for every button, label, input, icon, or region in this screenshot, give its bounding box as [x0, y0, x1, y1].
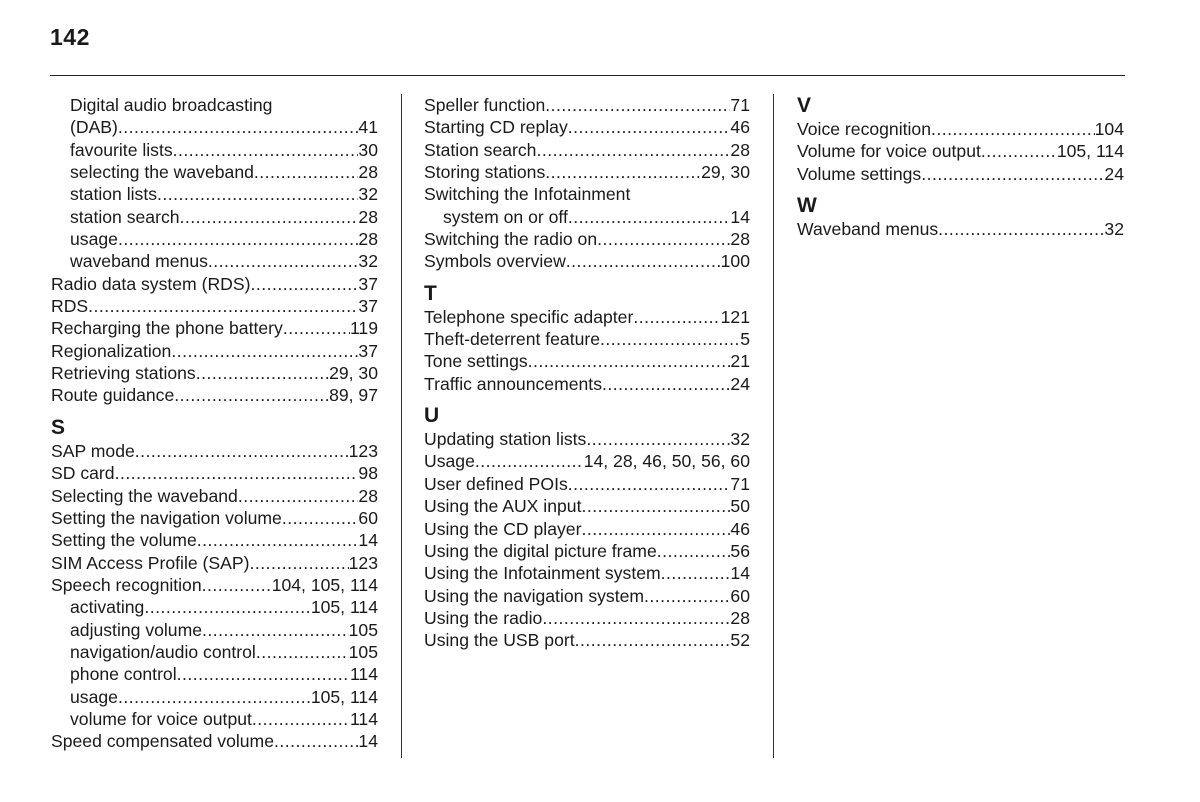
dot-leader: [545, 161, 701, 183]
dot-leader: [252, 708, 350, 730]
entry-page-ref: 32: [1104, 219, 1124, 240]
entry-page-ref: 28: [730, 229, 750, 250]
index-entry: [424, 206, 750, 228]
entry-label: Starting CD replay: [424, 117, 568, 138]
header-rule: [50, 75, 1125, 76]
index-entry: [51, 663, 378, 685]
entry-label: usage: [70, 686, 118, 707]
entry-label: Speech recognition: [51, 574, 202, 595]
section-letter: T: [424, 281, 437, 305]
entry-label: Waveband menus: [797, 219, 939, 240]
entry-label: system on or off: [443, 206, 568, 227]
entry-page-ref: 14, 28, 46, 50, 56, 60: [583, 451, 750, 472]
entry-page-ref: 105, 114: [1056, 141, 1124, 162]
index-entry: [424, 428, 750, 450]
dot-leader: [575, 629, 731, 651]
entry-label: usage: [70, 229, 118, 250]
index-entry: [424, 139, 750, 161]
index-entry: [51, 228, 378, 250]
entry-page-ref: 24: [730, 373, 750, 394]
entry-page-ref: 100: [720, 251, 750, 272]
dot-leader: [171, 340, 358, 362]
section-letter: V: [797, 94, 812, 117]
entry-label: User defined POIs: [424, 473, 568, 494]
index-entry: [51, 440, 378, 462]
entry-page-ref: 52: [730, 630, 750, 651]
entry-label: Digital audio broadcasting: [70, 95, 273, 115]
entry-label: Updating station lists: [424, 429, 587, 450]
index-entry: [51, 574, 378, 596]
entry-page-ref: 105, 114: [310, 597, 378, 618]
dot-leader: [581, 518, 730, 540]
index-entry: [51, 183, 378, 205]
entry-label: Using the digital picture frame: [424, 540, 657, 561]
index-entry: [51, 362, 378, 384]
index-entry: [51, 295, 378, 317]
entry-page-ref: 37: [358, 273, 378, 294]
index-entry: [51, 206, 378, 228]
index-entry: [51, 161, 378, 183]
entry-label: Traffic announcements: [424, 373, 602, 394]
dot-leader: [566, 250, 721, 272]
dot-leader: [283, 317, 350, 339]
entry-page-ref: 105: [348, 641, 378, 662]
entry-label: Speed compensated volume: [51, 731, 274, 752]
index-entry: [51, 139, 378, 161]
entry-label: Station search: [424, 139, 537, 160]
entry-page-ref: 24: [1104, 163, 1124, 184]
dot-leader: [88, 295, 358, 317]
index-entry: [51, 552, 378, 574]
index-entry: [51, 596, 378, 618]
entry-page-ref: 41: [358, 117, 378, 138]
index-entry: [424, 473, 750, 495]
dot-leader: [475, 450, 584, 472]
dot-leader: [602, 373, 730, 395]
entry-page-ref: 105, 114: [310, 686, 378, 707]
index-entry: [51, 250, 378, 272]
entry-label: Voice recognition: [797, 119, 931, 139]
entry-label: station search: [70, 206, 180, 227]
dot-leader: [981, 140, 1057, 162]
entry-label: selecting the waveband: [70, 162, 254, 183]
entry-page-ref: 14: [730, 563, 750, 584]
entry-page-ref: 28: [730, 607, 750, 628]
index-entry: [797, 163, 1124, 185]
entry-page-ref: 28: [358, 206, 378, 227]
entry-label: favourite lists: [70, 139, 173, 160]
index-entry: [797, 140, 1124, 162]
entry-page-ref: 123: [348, 440, 378, 461]
entry-page-ref: 123: [348, 552, 378, 573]
entry-label: navigation/audio control: [70, 641, 256, 662]
entry-page-ref: 30: [358, 139, 378, 160]
entry-label: Regionalization: [51, 340, 172, 361]
entry-label: volume for voice output: [70, 708, 252, 729]
section-letter: W: [797, 194, 817, 218]
entry-page-ref: 46: [730, 117, 750, 138]
index-entry: [51, 730, 378, 752]
dot-leader: [931, 118, 1095, 140]
dot-leader: [633, 306, 720, 328]
entry-label: (DAB): [70, 117, 118, 138]
entry-page-ref: 46: [730, 518, 750, 539]
index-heading-entry: [51, 94, 378, 116]
entry-label: phone control: [70, 664, 177, 685]
index-entry: [424, 161, 750, 183]
index-entry: [51, 507, 378, 529]
entry-page-ref: 60: [730, 585, 750, 606]
entry-page-ref: 5: [740, 329, 750, 350]
entry-page-ref: 32: [358, 251, 378, 272]
dot-leader: [157, 183, 358, 205]
entry-label: SAP mode: [51, 440, 135, 461]
entry-label: Storing stations: [424, 162, 546, 183]
entry-page-ref: 14: [358, 530, 378, 551]
entry-page-ref: 119: [349, 318, 378, 339]
dot-leader: [282, 507, 359, 529]
entry-page-ref: 121: [720, 306, 750, 327]
entry-page-ref: 98: [358, 463, 378, 484]
entry-page-ref: 60: [358, 507, 378, 528]
entry-label: Using the navigation system: [424, 585, 645, 606]
index-entry: [51, 317, 378, 339]
dot-leader: [177, 663, 350, 685]
dot-leader: [597, 228, 730, 250]
dot-leader: [208, 250, 359, 272]
dot-leader: [568, 473, 731, 495]
index-column-2: [424, 94, 750, 652]
dot-leader: [135, 440, 349, 462]
entry-page-ref: 29, 30: [701, 162, 750, 183]
index-entry: [424, 540, 750, 562]
entry-page-ref: 14: [730, 206, 750, 227]
entry-label: adjusting volume: [70, 619, 203, 640]
entry-page-ref: 50: [730, 496, 750, 517]
index-entry: [424, 228, 750, 250]
entry-label: SD card: [51, 463, 115, 484]
entry-label: Using the Infotainment system: [424, 563, 661, 584]
dot-leader: [118, 116, 359, 138]
dot-leader: [274, 730, 358, 752]
entry-label: waveband menus: [70, 251, 208, 272]
dot-leader: [644, 585, 730, 607]
entry-label: Radio data system (RDS): [51, 273, 251, 294]
entry-label: activating: [70, 597, 145, 618]
section-letter: U: [424, 404, 440, 428]
index-entry: [51, 708, 378, 730]
index-entry: [51, 462, 378, 484]
dot-leader: [249, 552, 348, 574]
column-divider: [401, 94, 402, 758]
dot-leader: [528, 350, 731, 372]
entry-label: Volume for voice output: [797, 141, 981, 162]
dot-leader: [197, 529, 359, 551]
index-entry: [51, 384, 378, 406]
entry-page-ref: 56: [730, 540, 750, 561]
entry-label: Tone settings: [424, 351, 528, 372]
entry-label: Setting the volume: [51, 530, 197, 551]
index-entry: [424, 116, 750, 138]
index-entry: [424, 585, 750, 607]
dot-leader: [536, 139, 730, 161]
column-divider: [773, 94, 774, 758]
dot-leader: [600, 328, 740, 350]
dot-leader: [545, 94, 730, 116]
index-entry: [424, 94, 750, 116]
entry-page-ref: 105: [348, 619, 378, 640]
index-column-1: [51, 94, 378, 753]
entry-page-ref: 114: [349, 708, 378, 729]
page-number: 142: [50, 24, 90, 50]
entry-label: Telephone specific adapter: [424, 306, 634, 327]
dot-leader: [174, 384, 329, 406]
entry-page-ref: 37: [358, 296, 378, 317]
entry-label: Switching the radio on: [424, 229, 598, 250]
entry-label: RDS: [51, 296, 89, 317]
section-letter: S: [51, 415, 66, 439]
index-entry: [51, 340, 378, 362]
dot-leader: [173, 139, 359, 161]
dot-leader: [118, 228, 358, 250]
entry-label: station lists: [70, 184, 158, 205]
index-entry: [51, 686, 378, 708]
dot-leader: [661, 562, 731, 584]
index-entry: [424, 306, 750, 328]
index-column-3: [797, 94, 1124, 240]
entry-page-ref: 32: [358, 184, 378, 205]
dot-leader: [581, 495, 730, 517]
index-entry: [424, 328, 750, 350]
entry-page-ref: 14: [358, 731, 378, 752]
dot-leader: [196, 362, 329, 384]
entry-page-ref: 32: [730, 429, 750, 450]
dot-leader: [568, 116, 731, 138]
index-entry: [424, 450, 750, 472]
dot-leader: [238, 485, 359, 507]
index-entry: [424, 562, 750, 584]
index-heading-entry: [424, 183, 750, 205]
entry-page-ref: 104, 105, 114: [271, 574, 378, 595]
entry-page-ref: 71: [730, 473, 750, 494]
entry-label: Using the AUX input: [424, 496, 582, 517]
entry-label: Using the USB port: [424, 630, 575, 651]
entry-label: Setting the navigation volume: [51, 507, 282, 528]
index-entry: [51, 273, 378, 295]
index-entry: [51, 529, 378, 551]
entry-label: Volume settings: [797, 163, 922, 184]
entry-label: Symbols overview: [424, 251, 566, 272]
index-entry: [424, 518, 750, 540]
entry-label: Selecting the waveband: [51, 485, 238, 506]
entry-label: Switching the Infotainment: [424, 184, 631, 205]
entry-label: Route guidance: [51, 385, 175, 406]
entry-label: Recharging the phone battery: [51, 318, 283, 339]
entry-label: Theft-deterrent feature: [424, 329, 601, 350]
entry-label: Speller function: [424, 95, 546, 115]
dot-leader: [938, 218, 1104, 240]
index-entry: [51, 485, 378, 507]
entry-label: Usage: [424, 451, 475, 472]
dot-leader: [921, 163, 1104, 185]
dot-leader: [202, 574, 272, 596]
entry-page-ref: 37: [358, 340, 378, 361]
entry-page-ref: 21: [730, 351, 750, 372]
index-entry: [797, 118, 1124, 140]
dot-leader: [256, 641, 349, 663]
dot-leader: [568, 206, 731, 228]
entry-page-ref: 28: [358, 162, 378, 183]
index-entry: [424, 250, 750, 272]
dot-leader: [202, 619, 349, 641]
entry-label: Retrieving stations: [51, 363, 196, 384]
entry-label: Using the radio: [424, 607, 543, 628]
dot-leader: [118, 686, 311, 708]
index-entry: [51, 116, 378, 138]
index-entry: [424, 607, 750, 629]
entry-page-ref: 29, 30: [329, 363, 378, 384]
entry-label: SIM Access Profile (SAP): [51, 552, 250, 573]
dot-leader: [254, 161, 359, 183]
index-entry: [797, 218, 1124, 240]
index-entry: [424, 373, 750, 395]
index-entry: [424, 350, 750, 372]
dot-leader: [115, 462, 359, 484]
dot-leader: [657, 540, 731, 562]
index-entry: [51, 641, 378, 663]
dot-leader: [144, 596, 310, 618]
index-entry: [424, 629, 750, 651]
entry-page-ref: 104: [1094, 119, 1124, 139]
entry-page-ref: 28: [730, 139, 750, 160]
index-entry: [51, 619, 378, 641]
dot-leader: [180, 206, 359, 228]
entry-page-ref: 89, 97: [329, 385, 378, 406]
dot-leader: [250, 273, 358, 295]
entry-label: Using the CD player: [424, 518, 582, 539]
dot-leader: [542, 607, 730, 629]
dot-leader: [586, 428, 730, 450]
index-entry: [424, 495, 750, 517]
entry-page-ref: 71: [730, 95, 750, 115]
entry-page-ref: 28: [358, 229, 378, 250]
entry-page-ref: 28: [358, 485, 378, 506]
entry-page-ref: 114: [349, 664, 378, 685]
